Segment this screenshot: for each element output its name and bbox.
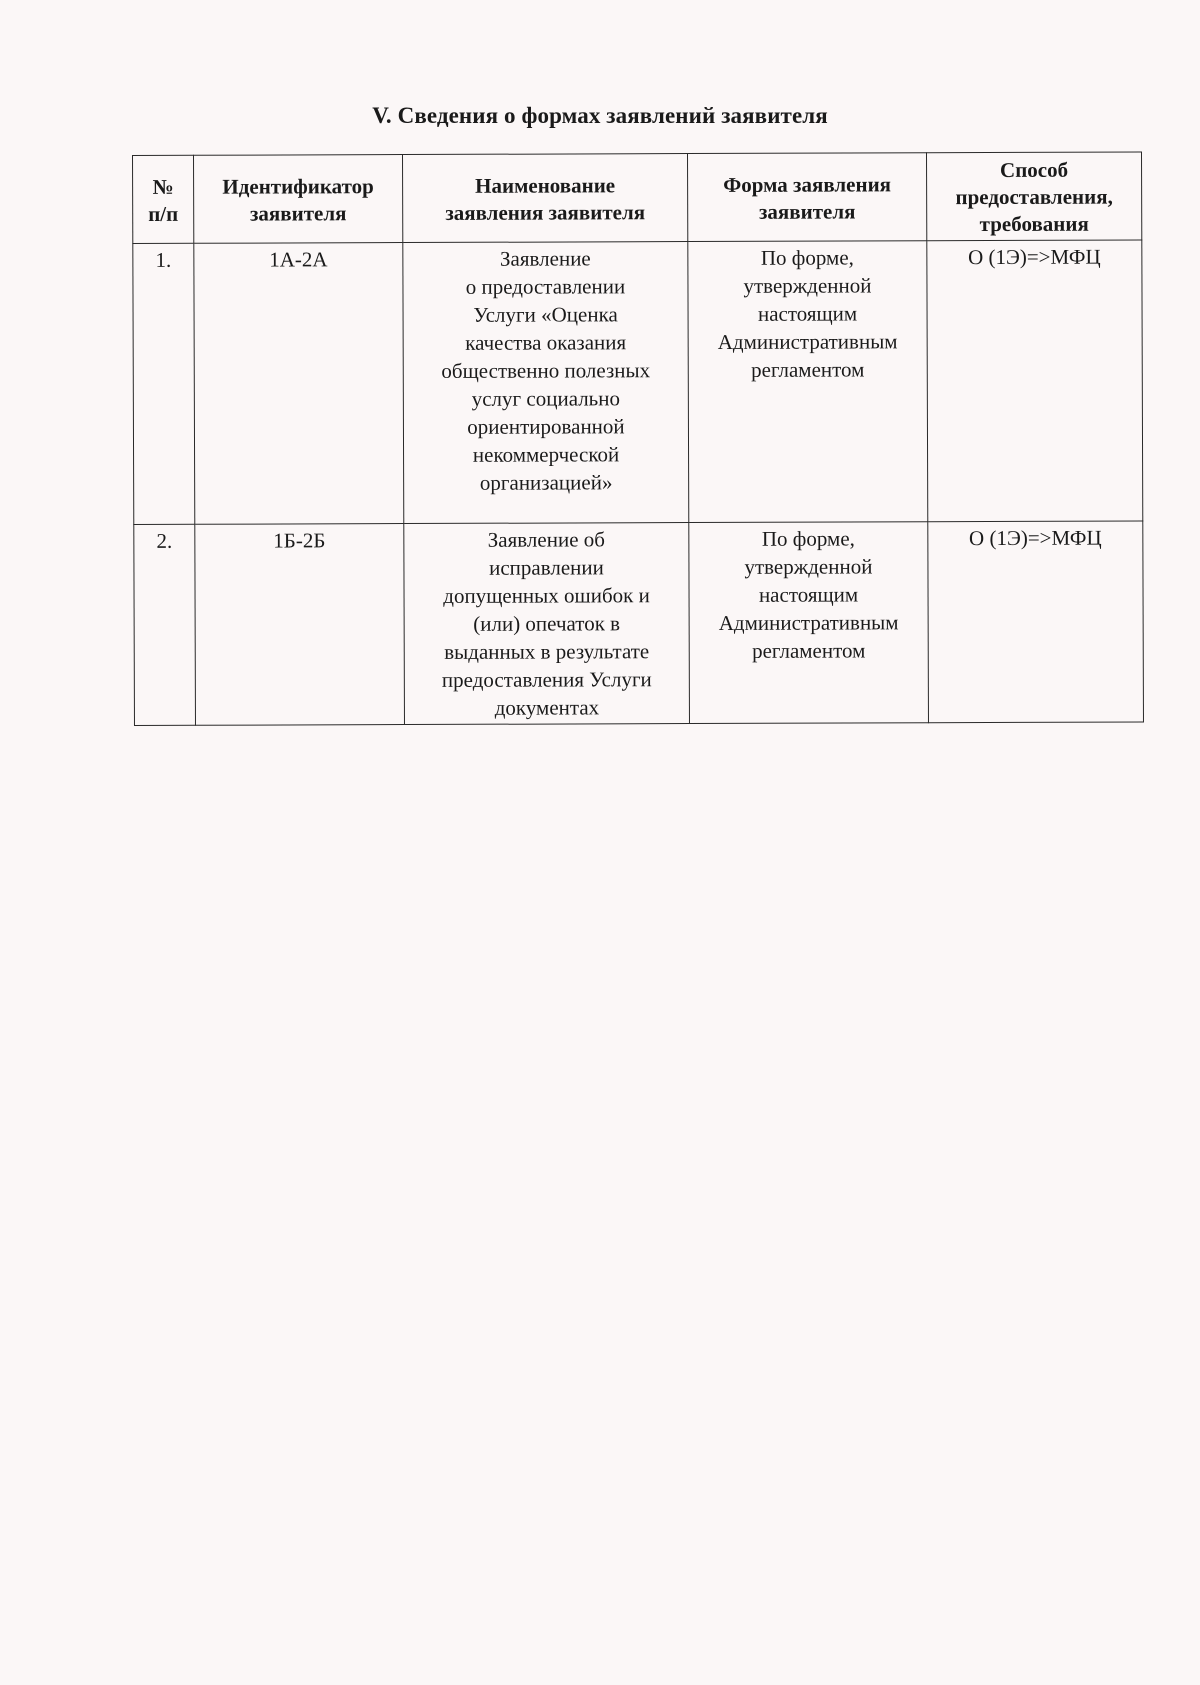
cell-number: 1. [133,243,195,524]
table-body [133,240,1144,726]
cell-method: О (1Э)=>МФЦ [928,521,1144,723]
page-title: V. Сведения о формах заявлений заявителя [372,103,828,128]
cell-name: Заявление о предоставлении Услуги «Оценка качества оказания общественно полезных услуг социально ориентированной некоммерческой организацией» [403,242,689,524]
cell-form: По форме, утвержденной настоящим Административным регламентом [689,522,929,724]
applicant-forms-table [132,151,1144,726]
table-header [133,152,1142,244]
cell-name: Заявление об исправлении допущенных ошибок и (или) опечаток в выданных в результате предоставления Услуги документах [404,523,690,725]
cell-identifier: 1Б-2Б [195,524,405,726]
header-method: Способ предоставления, требования [926,152,1141,241]
cell-identifier: 1А-2А [194,243,404,525]
table-row [133,240,1143,525]
header-form: Форма заявления заявителя [687,153,926,242]
header-name: Наименование заявления заявителя [403,154,688,243]
cell-form: По форме, утвержденной настоящим Административным регламентом [688,241,928,523]
table-row [134,521,1144,726]
header-identifier: Идентификатор заявителя [194,155,403,244]
header-row [133,152,1142,244]
cell-method: О (1Э)=>МФЦ [927,240,1143,522]
header-number: № п/п [133,155,194,243]
cell-number: 2. [134,524,196,725]
